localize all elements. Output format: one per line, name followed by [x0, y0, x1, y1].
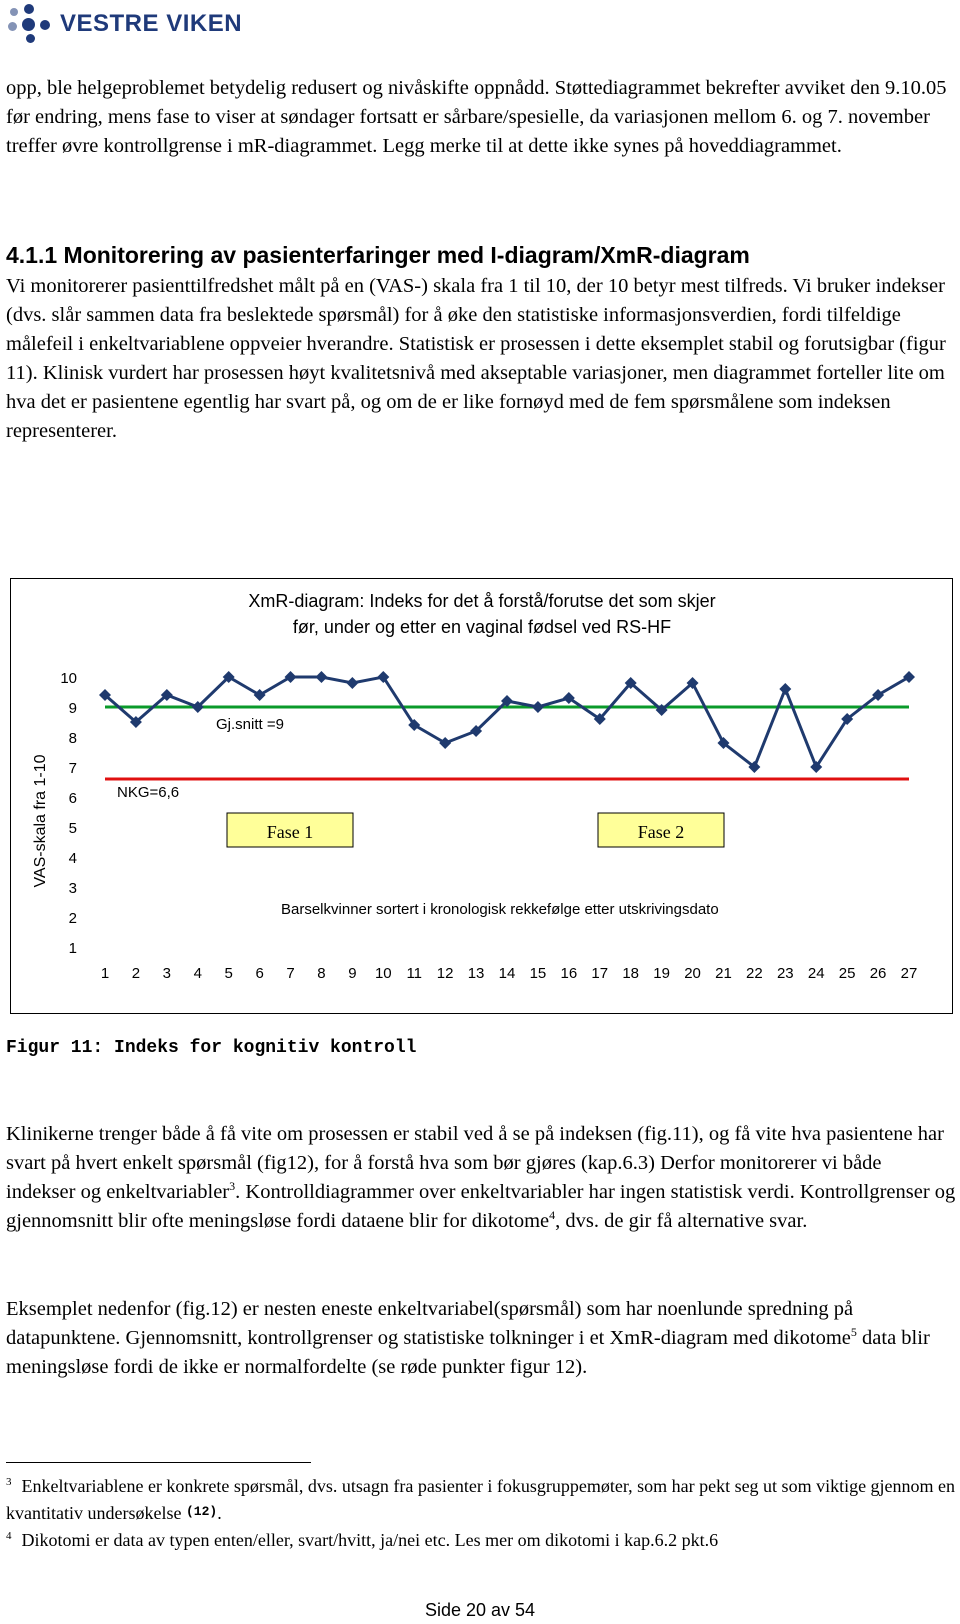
x-tick-label: 4 — [193, 965, 202, 982]
phase-label: Fase 1 — [266, 822, 314, 842]
paragraph-clinicians-part3: , dvs. de gir få alternative svar. — [555, 1210, 808, 1232]
x-tick-label: 17 — [591, 965, 609, 982]
vestre-viken-logo — [6, 2, 242, 46]
x-tick-label: 16 — [560, 965, 578, 982]
paragraph-monitoring: Vi monitorerer pasienttilfredshet målt på en (VAS-) skala fra 1 til 10, der 10 betyr mest tilfreds. Vi bruker indekser (dvs. slår sammen data fra beslektede spørsmål) for å øke den statistiske informasjonsverdien, fordi tilfeldige målefeil i enkeltvariablene oppveier hverandre. Statistisk er prosessen i dette eksemplet stabil og forutsigbar (figur 11). Klinisk vurdert har prosessen høyt kvalitetsnivå med akseptable variasjoner, men diagrammet forteller lite om hva det er pasientene egentlig har svart på, og om de er like fornøyd med de fem spørsmålene som indeksen representerer. — [6, 275, 946, 442]
footnote-4-number: 4 — [6, 1530, 12, 1542]
y-tick-label: 8 — [68, 730, 77, 747]
x-tick-label: 12 — [436, 965, 454, 982]
x-tick-label: 24 — [807, 965, 825, 982]
data-point — [532, 701, 544, 713]
paragraph-clinicians-part2: . Kontrolldiagrammer over enkeltvariabler har ingen statistisk verdi. Kontrollgrenser og gjennomsnitt blir ofte meningsløse fordi dataene blir for dikotome — [6, 1181, 956, 1232]
paragraph-clinicians-part1: Klinikerne trenger både å få vite om prosessen er stabil ved å se på indeksen (fig.11), og få vite hva pasientene har svart på hvert enkelt spørsmål (fig12), for å forstå hva som bør gjøres (kap.6.3) Derfor monitorerer vi både indekser og enkeltvariabler — [6, 1123, 944, 1203]
x-tick-label: 22 — [746, 965, 763, 982]
chart-title-line1: XmR-diagram: Indeks for det å forstå/forutse det som skjer — [248, 591, 716, 611]
xmr-chart-svg — [11, 579, 954, 1015]
footnote-ref-3: 3 — [229, 1179, 236, 1194]
logo-dots-icon — [6, 2, 58, 46]
page-footer: Side 20 av 54 — [424, 1600, 536, 1620]
paragraph-clinicians — [6, 1120, 956, 1236]
x-axis-label: Barselkvinner sortert i kronologisk rekkefølge etter utskrivingsdato — [281, 901, 719, 918]
y-tick-label: 7 — [68, 760, 77, 777]
x-tick-label: 3 — [162, 965, 172, 982]
footnote-ref-4: 4 — [549, 1208, 556, 1223]
x-tick-label: 15 — [529, 965, 547, 982]
y-tick-label: 6 — [68, 790, 77, 807]
x-tick-label: 26 — [869, 965, 887, 982]
data-point — [285, 671, 297, 683]
y-tick-label: 9 — [68, 700, 77, 717]
section-heading: 4.1.1 Monitorering av pasienterfaringer med I-diagram/XmR-diagram — [6, 242, 750, 268]
footnote-3-ref: (12) — [185, 1504, 218, 1519]
x-tick-label: 5 — [224, 965, 233, 982]
data-point — [439, 737, 451, 749]
chart-title-line2: før, under og etter en vaginal fødsel ved RS-HF — [292, 617, 672, 637]
x-tick-label: 23 — [776, 965, 794, 982]
xmr-chart — [10, 578, 953, 1014]
x-tick-label: 18 — [622, 965, 640, 982]
y-tick-label: 5 — [68, 820, 77, 837]
footnote-3-text: Enkeltvariablene er konkrete spørsmål, dvs. utsagn fra pasienter i fokusgruppemøter, som har pekt seg ut som viktige gjennom en kvantitativ undersøkelse — [6, 1476, 956, 1523]
paragraph-example-part1: Eksemplet nedenfor (fig.12) er nesten eneste enkeltvariabel(spørsmål) som har noenlunde spredning på datapunktene. Gjennomsnitt, kontrollgrenser og statistiske tolkninger i et XmR-diagram med dikotome — [6, 1298, 854, 1349]
data-point — [779, 683, 791, 695]
y-tick-label: 1 — [68, 940, 77, 957]
paragraph-example — [6, 1295, 956, 1382]
x-tick-label: 25 — [838, 965, 856, 982]
phase-label: Fase 2 — [637, 822, 685, 842]
data-point — [346, 677, 358, 689]
footnote-divider — [6, 1462, 311, 1463]
x-tick-label: 10 — [374, 965, 392, 982]
x-tick-label: 2 — [131, 965, 141, 982]
data-point — [315, 671, 327, 683]
x-tick-label: 14 — [498, 965, 516, 982]
x-tick-label: 11 — [406, 965, 423, 982]
x-tick-label: 7 — [286, 965, 295, 982]
y-tick-label: 10 — [60, 670, 77, 687]
x-tick-label: 21 — [715, 965, 732, 982]
footnote-4-text: Dikotomi er data av typen enten/eller, svart/hvitt, ja/nei etc. Les mer om dikotomi i kap.6.2 pkt.6 — [21, 1530, 719, 1550]
x-tick-label: 13 — [467, 965, 485, 982]
footnote-3-number: 3 — [6, 1476, 12, 1488]
mean-label: Gj.snitt =9 — [216, 716, 284, 733]
x-tick-label: 20 — [684, 965, 701, 982]
y-axis-label: VAS-skala fra 1-10 — [32, 754, 49, 888]
footnote-3 — [6, 1474, 956, 1526]
data-point — [903, 671, 915, 683]
data-point — [254, 689, 266, 701]
paragraph-example-part2: data blir meningsløse fordi de ikke er normalfordelte (se røde punkter figur 12). — [6, 1327, 930, 1378]
footnote-ref-5: 5 — [850, 1325, 857, 1340]
x-tick-label: 19 — [653, 965, 670, 982]
footnote-4 — [6, 1528, 956, 1553]
y-tick-label: 2 — [68, 910, 77, 927]
x-tick-label: 8 — [317, 965, 326, 982]
x-tick-label: 1 — [100, 965, 110, 982]
y-tick-label: 3 — [68, 880, 77, 897]
x-tick-label: 9 — [348, 965, 357, 982]
y-tick-label: 4 — [68, 850, 77, 867]
x-tick-label: 6 — [255, 965, 264, 982]
x-tick-label: 27 — [900, 965, 918, 982]
paragraph-intro: opp, ble helgeproblemet betydelig redusert og nivåskifte oppnådd. Støttediagrammet bekrefter avviket den 9.10.05 før endring, mens fase to viser at søndager fortsatt er sårbare/spesielle, da variasjonen mellom 6. og 7. november treffer øvre kontrollgrense i mR-diagrammet. Legg merke til at dette ikke synes på hoveddiagrammet. — [6, 77, 947, 157]
footnote-3-end: . — [217, 1503, 222, 1523]
logo-text: VESTRE VIKEN — [60, 10, 243, 37]
figure-caption: Figur 11: Indeks for kognitiv kontroll — [6, 1038, 417, 1058]
lcl-label: NKG=6,6 — [117, 784, 180, 801]
